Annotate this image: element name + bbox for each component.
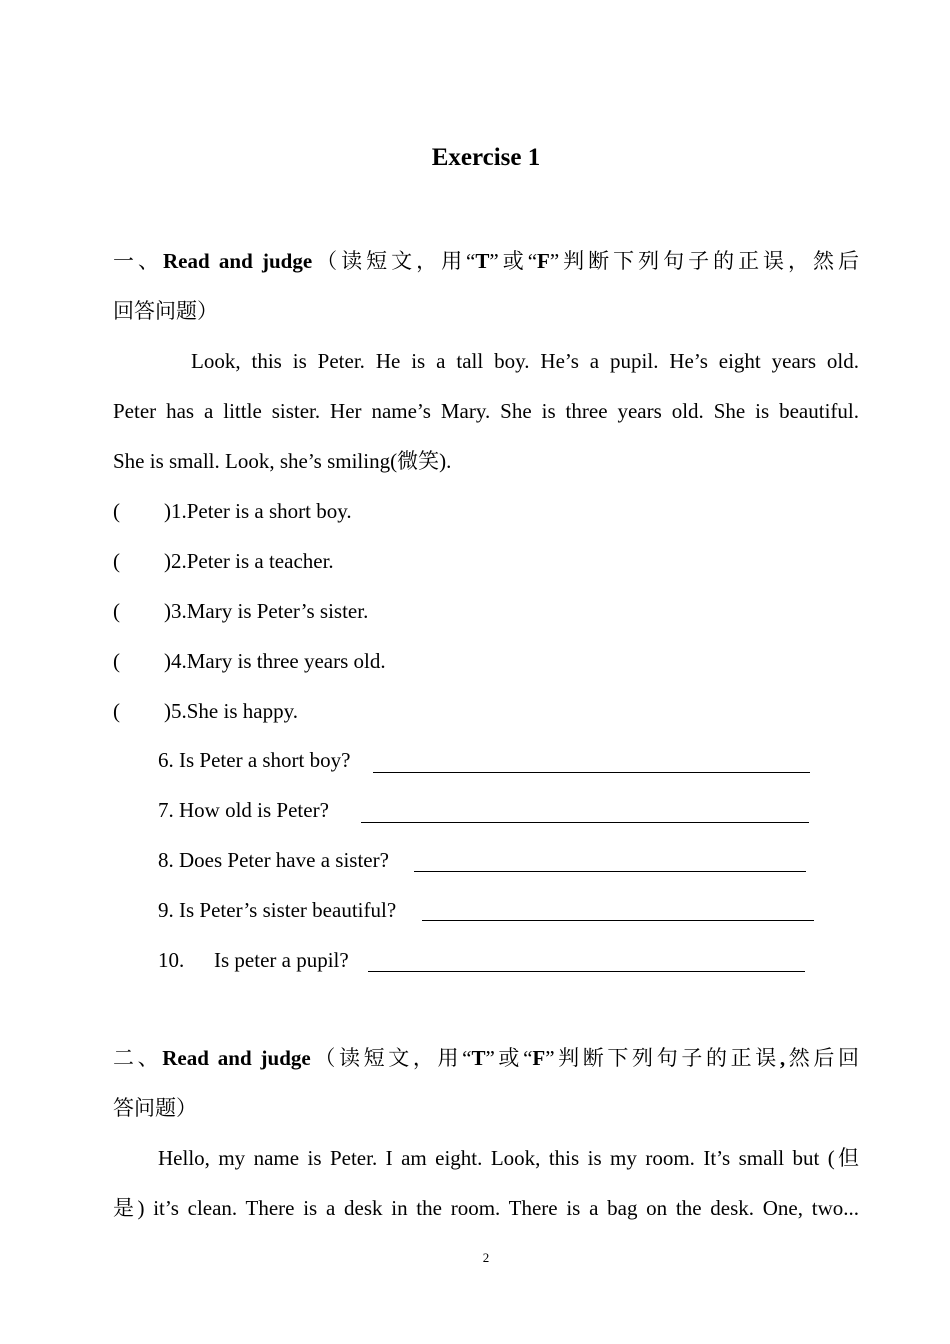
question-label: Is peter a pupil? bbox=[214, 948, 349, 972]
question-label: 7. How old is Peter? bbox=[158, 798, 329, 822]
section1-instruction: ”判断下列句子的正误，然后 bbox=[549, 249, 860, 273]
question-label: 8. Does Peter have a sister? bbox=[158, 848, 389, 872]
answer-line[interactable] bbox=[368, 971, 805, 972]
section2-instruction: ”判断下列句子的正误 bbox=[545, 1046, 780, 1070]
true-mark: T bbox=[471, 1046, 486, 1070]
judgment-item: )4.Mary is three years old. bbox=[164, 649, 386, 673]
section1-heading bbox=[113, 246, 859, 276]
answer-bracket[interactable]: ( bbox=[113, 649, 120, 673]
section1-instruction-line2: 回答问题） bbox=[113, 299, 218, 323]
judgment-item: )5.She is happy. bbox=[164, 699, 298, 723]
answer-line[interactable] bbox=[414, 871, 806, 872]
passage-line: Look, this is Peter. He is a tall boy. He’s a pupil. He’s eight years old. bbox=[191, 349, 859, 373]
section2-title: Read and judge bbox=[162, 1046, 311, 1070]
false-mark: F bbox=[532, 1046, 546, 1070]
judgment-item: )2.Peter is a teacher. bbox=[164, 549, 334, 573]
judgment-item: )1.Peter is a short boy. bbox=[164, 499, 352, 523]
question-number: 10. bbox=[158, 948, 185, 972]
answer-bracket[interactable]: ( bbox=[113, 499, 120, 523]
section2-instruction: （读短文，用“ bbox=[310, 1046, 472, 1070]
section1-title: Read and judge bbox=[162, 249, 313, 273]
section2-instruction: , bbox=[779, 1046, 786, 1070]
passage-line: Peter has a little sister. Her name’s Mary. She is three years old. She is beautiful. bbox=[113, 399, 859, 423]
section1-instruction: ”或“ bbox=[489, 249, 538, 273]
question-label: 9. Is Peter’s sister beautiful? bbox=[158, 898, 397, 922]
answer-bracket[interactable]: ( bbox=[113, 549, 120, 573]
section2-instruction: ”或“ bbox=[485, 1046, 533, 1070]
section2-number: 二、 bbox=[113, 1046, 163, 1070]
passage-line: Hello, my name is Peter. I am eight. Look, this is my room. It’s small but (但 bbox=[158, 1146, 859, 1170]
true-mark: T bbox=[475, 249, 490, 273]
answer-line[interactable] bbox=[422, 920, 814, 921]
section2-instruction-line2: 答问题） bbox=[113, 1096, 197, 1120]
answer-line[interactable] bbox=[361, 822, 809, 823]
answer-bracket[interactable]: ( bbox=[113, 599, 120, 623]
section2-instruction: 然后回 bbox=[785, 1046, 859, 1070]
passage-line: She is small. Look, she’s smiling(微笑). bbox=[113, 449, 452, 473]
answer-bracket[interactable]: ( bbox=[113, 699, 120, 723]
passage-line: 是) it’s clean. There is a desk in the room. There is a bag on the desk. One, two... bbox=[113, 1196, 859, 1220]
false-mark: F bbox=[537, 249, 550, 273]
judgment-item: )3.Mary is Peter’s sister. bbox=[164, 599, 369, 623]
section1-number: 一、 bbox=[113, 249, 163, 273]
answer-line[interactable] bbox=[373, 772, 810, 773]
page-title: Exercise 1 bbox=[431, 144, 541, 171]
section1-instruction: （读短文，用“ bbox=[312, 249, 476, 273]
page-number: 2 bbox=[482, 1250, 490, 1265]
question-label: 6. Is Peter a short boy? bbox=[158, 748, 351, 772]
section2-heading bbox=[113, 1043, 859, 1073]
